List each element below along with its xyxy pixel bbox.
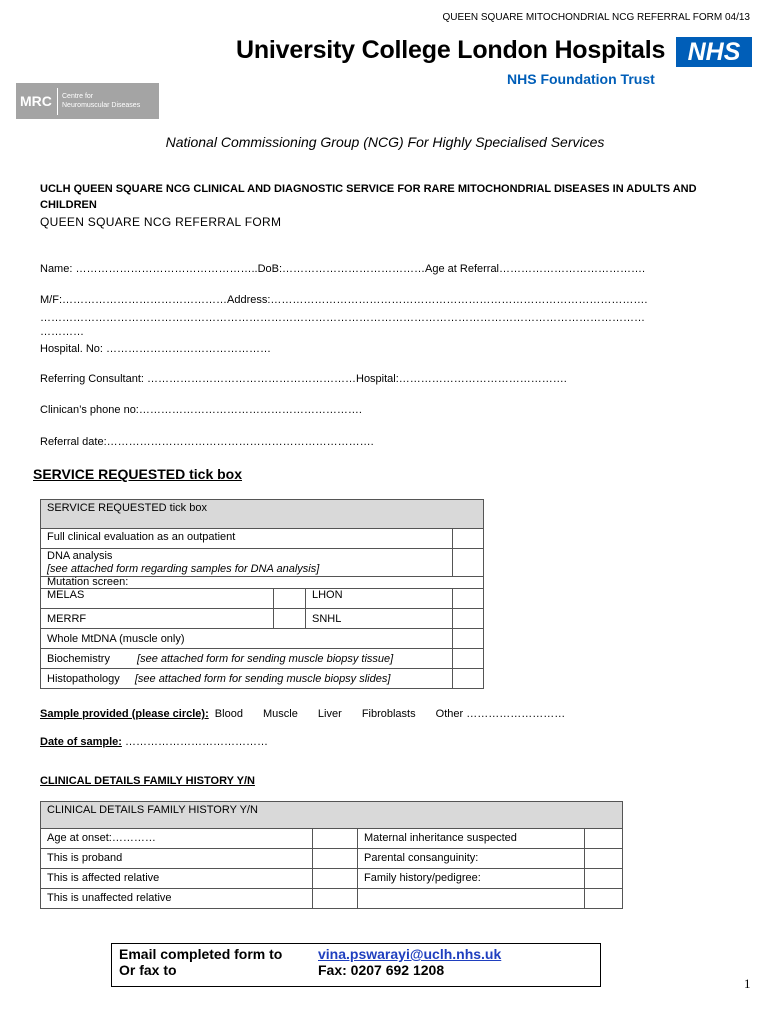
hospital-number-field[interactable]: Hospital. No: ……………………………………… xyxy=(40,343,272,355)
biochemistry-label: Biochemistry xyxy=(47,653,110,665)
biochemistry-note: [see attached form for sending muscle biopsy tissue] xyxy=(137,653,394,665)
merrf-label: MERRF xyxy=(41,609,274,629)
histopathology-row xyxy=(41,669,453,689)
proband-checkbox[interactable] xyxy=(313,849,358,869)
clinical-table-header: CLINICAL DETAILS FAMILY HISTORY Y/N xyxy=(41,802,623,829)
full-clinical-evaluation-checkbox[interactable] xyxy=(453,529,484,549)
biochemistry-row xyxy=(41,649,453,669)
contact-values xyxy=(318,946,501,978)
mrc-logo-subtitle xyxy=(62,92,162,110)
empty-cell xyxy=(358,889,585,909)
clinical-details-table xyxy=(40,801,623,909)
mrc-subtitle-line-1: Centre for xyxy=(62,93,94,100)
trust-name: NHS Foundation Trust xyxy=(507,71,655,87)
email-link[interactable]: vina.pswarayi@uclh.nhs.uk xyxy=(318,946,502,962)
proband-label: This is proband xyxy=(41,849,313,869)
dna-analysis-label: DNA analysis xyxy=(47,550,113,562)
sex-address-field[interactable]: M/F:………………………………………Address:…………………………………………………………………………………………. xyxy=(40,294,648,306)
mrc-logo-divider xyxy=(57,88,58,115)
snhl-label: SNHL xyxy=(306,609,453,629)
dna-analysis-cell xyxy=(41,549,453,577)
whole-mtdna-label: Whole MtDNA (muscle only) xyxy=(41,629,453,649)
referring-consultant-field[interactable]: Referring Consultant: …………………………………………………Hospital:………………………………………. xyxy=(40,373,567,385)
age-at-onset-checkbox[interactable] xyxy=(313,829,358,849)
empty-checkbox[interactable] xyxy=(585,889,623,909)
parental-consanguinity-checkbox[interactable] xyxy=(585,849,623,869)
histopathology-label: Histopathology xyxy=(47,673,120,685)
dna-analysis-checkbox[interactable] xyxy=(453,549,484,577)
mrc-subtitle-line-2: Neuromuscular Diseases xyxy=(62,102,141,109)
sample-provided-line xyxy=(40,708,565,720)
mutation-screen-label: Mutation screen: xyxy=(41,577,484,589)
snhl-checkbox[interactable] xyxy=(453,609,484,629)
service-title: UCLH QUEEN SQUARE NCG CLINICAL AND DIAGNOSTIC SERVICE FOR RARE MITOCHONDRIAL DISEASES IN ADULTS AND CHILDREN xyxy=(40,183,697,211)
lhon-checkbox[interactable] xyxy=(453,589,484,609)
age-at-onset-label: Age at onset:………… xyxy=(41,829,313,849)
unaffected-relative-checkbox[interactable] xyxy=(313,889,358,909)
sample-option-blood[interactable]: Blood xyxy=(214,708,243,720)
maternal-inheritance-checkbox[interactable] xyxy=(585,829,623,849)
referral-date-field[interactable]: Referral date:………………………………………………………………. xyxy=(40,436,374,448)
hospital-name: University College London Hospitals xyxy=(236,36,666,64)
unaffected-relative-label: This is unaffected relative xyxy=(41,889,313,909)
email-label: Email completed form to xyxy=(119,946,283,962)
date-of-sample-field[interactable]: ………………………………… xyxy=(121,736,268,748)
form-title: QUEEN SQUARE NCG REFERRAL FORM xyxy=(40,215,282,229)
nhs-logo: NHS xyxy=(676,37,752,67)
lhon-label: LHON xyxy=(306,589,453,609)
fax-label: Or fax to xyxy=(119,962,177,978)
biochemistry-checkbox[interactable] xyxy=(453,649,484,669)
page-number: 1 xyxy=(744,976,751,991)
fax-number: Fax: 0207 692 1208 xyxy=(318,962,445,978)
sample-provided-label: Sample provided (please circle): xyxy=(40,708,209,720)
family-history-checkbox[interactable] xyxy=(585,869,623,889)
full-clinical-evaluation: Full clinical evaluation as an outpatient xyxy=(41,529,453,549)
sample-option-muscle[interactable]: Muscle xyxy=(263,708,298,720)
melas-checkbox[interactable] xyxy=(274,589,306,609)
melas-label: MELAS xyxy=(41,589,274,609)
address-continuation-2[interactable]: ………… xyxy=(40,326,84,338)
clinician-phone-field[interactable]: Clinican’s phone no:……………………………………………………. xyxy=(40,404,362,416)
service-table-header: SERVICE REQUESTED tick box xyxy=(41,500,484,529)
mrc-logo-text: MRC xyxy=(20,93,52,109)
name-dob-age-field[interactable]: Name: …………………………………………..DoB:…………………………………Age at Referral…………………………………. xyxy=(40,263,646,275)
sample-option-liver[interactable]: Liver xyxy=(317,708,342,720)
ncg-title: National Commissioning Group (NCG) For Highly Specialised Services xyxy=(165,134,605,150)
histopathology-checkbox[interactable] xyxy=(453,669,484,689)
maternal-inheritance-label: Maternal inheritance suspected xyxy=(358,829,585,849)
address-continuation[interactable]: ………………………………………………………………………………………………………………………………………………… xyxy=(40,312,645,324)
histopathology-note: [see attached form for sending muscle biopsy slides] xyxy=(134,673,391,685)
sample-option-other[interactable]: Other ……………………… xyxy=(435,708,566,720)
parental-consanguinity-label: Parental consanguinity: xyxy=(358,849,585,869)
date-of-sample-label: Date of sample: xyxy=(40,736,122,748)
merrf-checkbox[interactable] xyxy=(274,609,306,629)
date-of-sample-line xyxy=(40,736,268,748)
clinical-details-heading: CLINICAL DETAILS FAMILY HISTORY Y/N xyxy=(40,775,255,787)
service-requested-table xyxy=(40,499,484,689)
dna-analysis-note: [see attached form regarding samples for DNA analysis] xyxy=(47,563,320,575)
whole-mtdna-checkbox[interactable] xyxy=(453,629,484,649)
affected-relative-label: This is affected relative xyxy=(41,869,313,889)
sample-option-fibroblasts[interactable]: Fibroblasts xyxy=(361,708,416,720)
family-history-label: Family history/pedigree: xyxy=(358,869,585,889)
service-requested-heading: SERVICE REQUESTED tick box xyxy=(33,466,243,482)
affected-relative-checkbox[interactable] xyxy=(313,869,358,889)
contact-labels xyxy=(119,946,282,978)
form-reference: QUEEN SQUARE MITOCHONDRIAL NCG REFERRAL FORM 04/13 xyxy=(442,12,750,23)
